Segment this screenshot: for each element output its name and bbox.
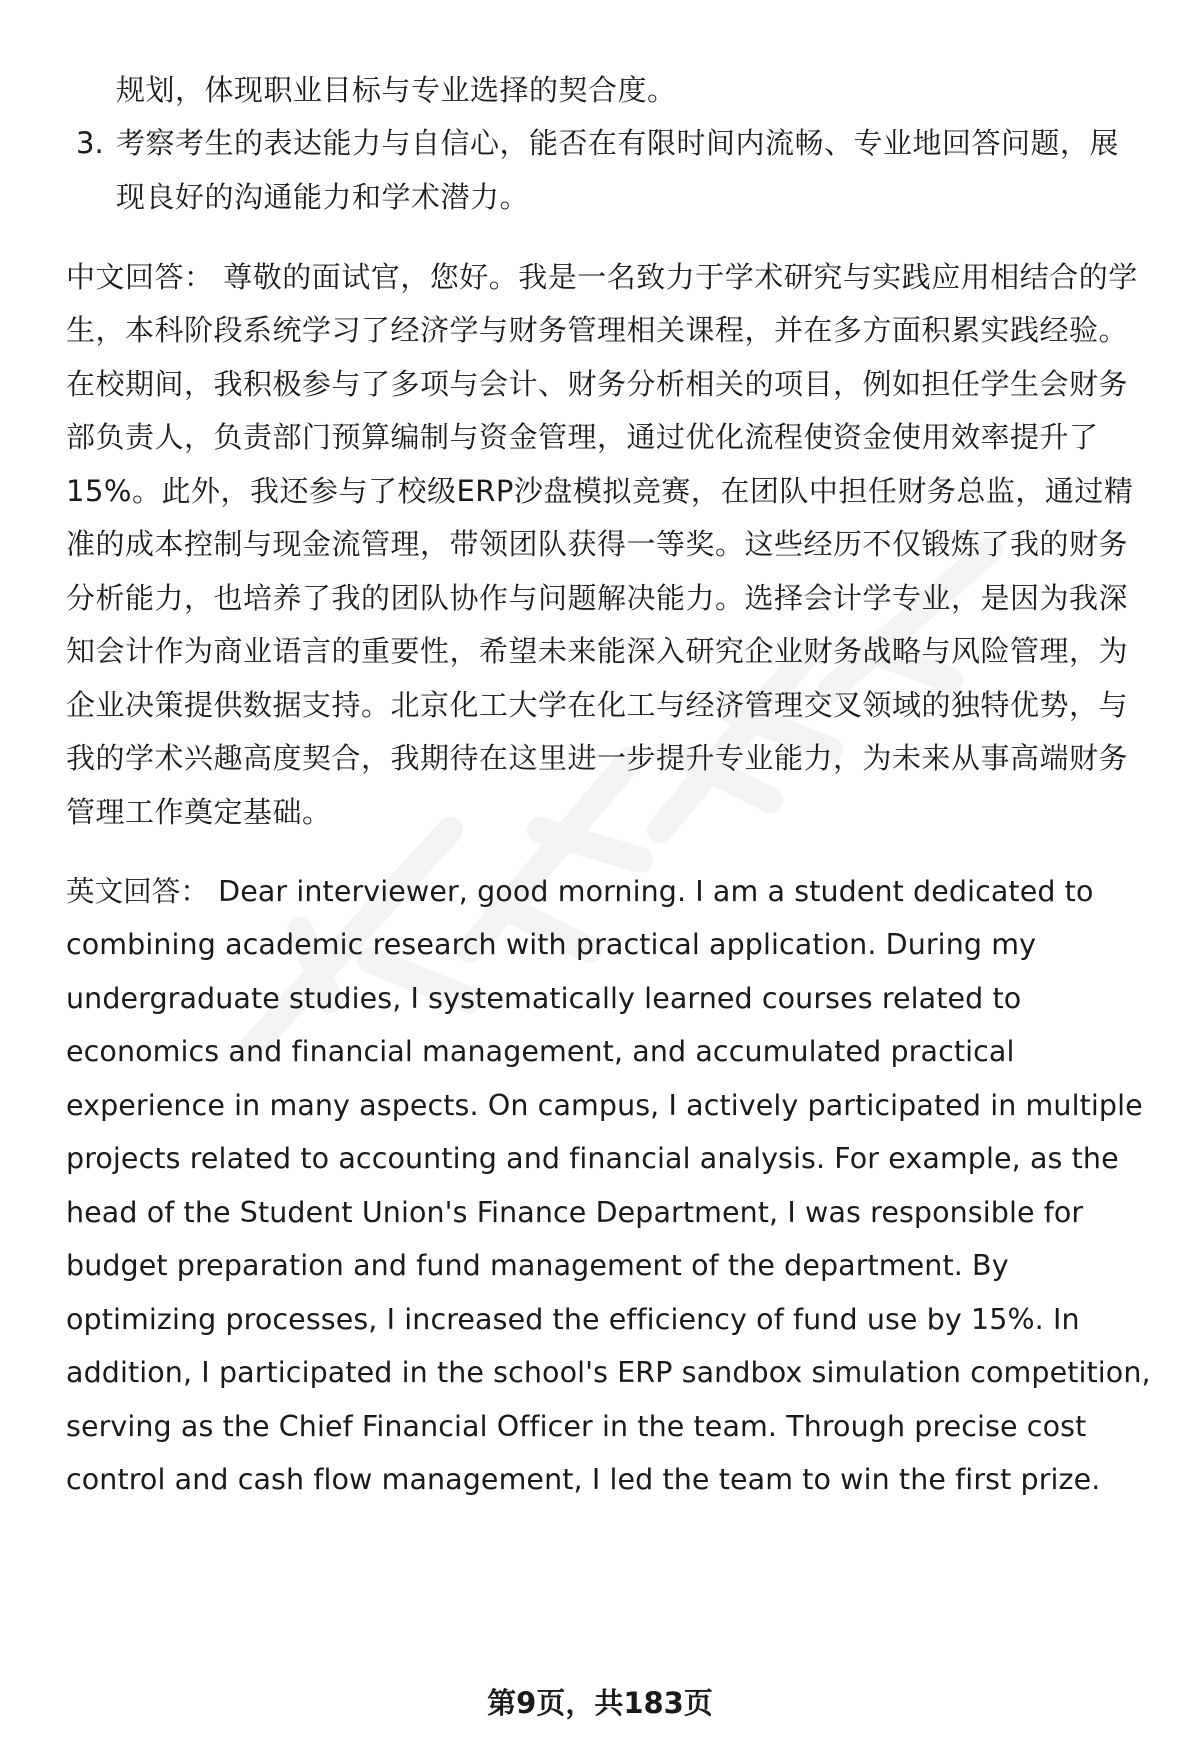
english-answer-line: experience in many aspects. On campus, I actively participated in multiple	[66, 1089, 1143, 1122]
chinese-answer-line: 企业决策提供数据支持。北京化工大学在化工与经济管理交叉领域的独特优势，与	[66, 688, 1129, 722]
english-answer-line: optimizing processes, I increased the efficiency of fund use by 15%. In	[66, 1303, 1080, 1336]
chinese-answer-line: 知会计作为商业语言的重要性，希望未来能深入研究企业财务战略与风险管理，为	[66, 634, 1129, 668]
chinese-answer-line: 中文回答： 尊敬的面试官，您好。我是一名致力于学术研究与实践应用相结合的学	[66, 260, 1138, 294]
english-answer-line: serving as the Chief Financial Officer in the team. Through precise cost	[66, 1410, 1087, 1443]
english-answer-line: budget preparation and fund management of the department. By	[66, 1249, 1009, 1282]
chinese-answer-line: 15%。此外，我还参与了校级ERP沙盘模拟竞赛，在团队中担任财务总监，通过精	[66, 474, 1134, 508]
chinese-answer-line: 我的学术兴趣高度契合，我期待在这里进一步提升专业能力，为未来从事高端财务	[66, 741, 1129, 775]
english-answer-line: economics and financial management, and accumulated practical	[66, 1035, 1015, 1068]
chinese-answer-line: 分析能力，也培养了我的团队协作与问题解决能力。选择会计学专业，是因为我深	[66, 581, 1129, 615]
english-answer-line: control and cash flow management, I led the team to win the first prize.	[66, 1463, 1101, 1496]
chinese-answer-line: 管理工作奠定基础。	[66, 795, 332, 829]
intro-line: 规划，体现职业目标与专业选择的契合度。	[116, 73, 677, 107]
page-number-footer: 第9页，共183页	[487, 1686, 713, 1720]
english-answer-line: undergraduate studies, I systematically learned courses related to	[66, 982, 1022, 1015]
list-item-line: 考察考生的表达能力与自信心，能否在有限时间内流畅、专业地回答问题，展	[116, 126, 1120, 160]
chinese-answer-line: 生，本科阶段系统学习了经济学与财务管理相关课程，并在多方面积累实践经验。	[66, 313, 1129, 347]
english-answer-line: 英文回答： Dear interviewer, good morning. I am a student dedicated to	[66, 875, 1094, 908]
list-item-number: 3.	[76, 126, 104, 160]
chinese-answer-line: 在校期间，我积极参与了多项与会计、财务分析相关的项目，例如担任学生会财务	[66, 367, 1129, 401]
english-answer-line: head of the Student Union's Finance Department, I was responsible for	[66, 1196, 1084, 1229]
chinese-answer-line: 准的成本控制与现金流管理，带领团队获得一等奖。这些经历不仅锻炼了我的财务	[66, 527, 1129, 561]
list-item-line: 现良好的沟通能力和学术潜力。	[116, 180, 530, 214]
english-answer-line: projects related to accounting and financial analysis. For example, as the	[66, 1142, 1119, 1175]
english-answer-line: addition, I participated in the school's ERP sandbox simulation competition,	[66, 1356, 1151, 1389]
english-answer-line: combining academic research with practical application. During my	[66, 928, 1037, 961]
chinese-answer-line: 部负责人，负责部门预算编制与资金管理，通过优化流程使资金使用效率提升了	[66, 420, 1099, 454]
